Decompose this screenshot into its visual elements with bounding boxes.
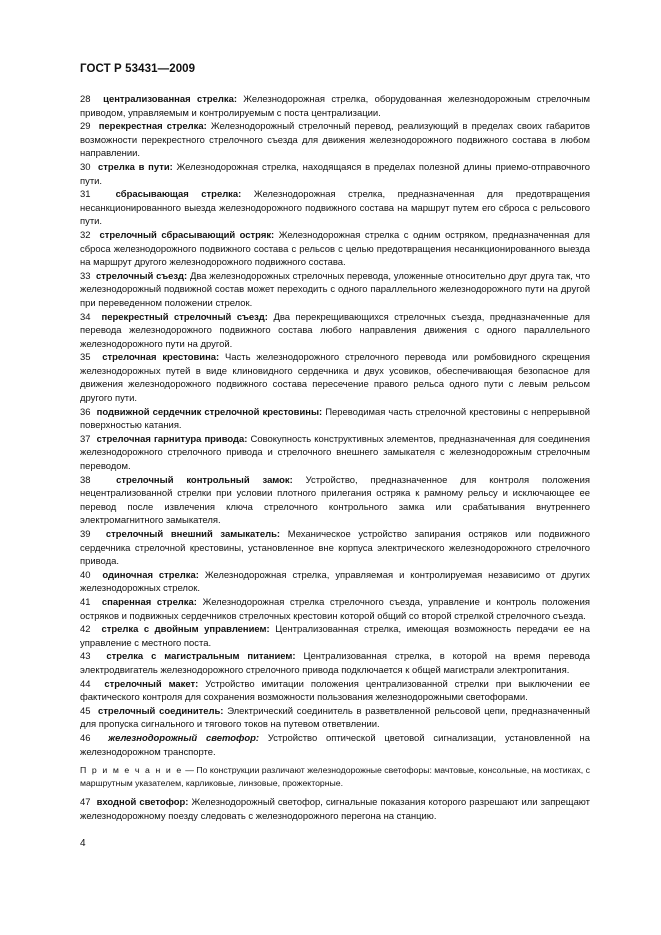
entry-term: спаренная стрелка: [101,596,197,608]
entry-definition: Централизованная стрелка, в которой на время перевода электродвигатель железнодорожного стрелочного привода подключается к общей магистрали электропитания. [80,651,591,676]
entry-number: 35 [80,352,91,364]
entry-term: стрелочный макет: [104,678,199,690]
term-entry-37 [80,433,590,474]
term-entry-35 [80,351,590,405]
note-text: — По конструкции различают железнодорожные светофоры: мачтовые, консольные, на мостиках, с маршрутным указателем, карликовые, линзовые, прожекторные. [80,765,590,789]
entry-number: 43 [80,651,91,663]
term-entry-45 [80,705,590,732]
entry-number: 34 [80,311,91,323]
term-entry-43 [80,650,590,677]
entry-definition: Переводимая часть стрелочной крестовины с непрерывной поверхностью катания. [80,406,590,432]
entry-number: 37 [80,433,91,445]
term-entry-46 [80,732,590,759]
term-entry-28 [80,93,590,120]
entry-definition: Централизованная стрелка, имеющая возможность передачи ее на управление с местного поста. [80,624,591,649]
term-entry-34 [80,311,590,352]
document-body [80,93,590,823]
term-entry-30 [80,161,590,188]
entry-definition: Железнодорожная стрелка, находящаяся в пределах полезной длины приемо-отправочного пути. [80,161,590,187]
entry-number: 32 [80,229,91,241]
entry-number: 46 [80,732,91,744]
entry-definition: Железнодорожная стрелка, оборудованная железнодорожным стрелочным приводом, управляемым и контролируемым с поста централизации. [80,94,590,119]
entry-term: централизованная стрелка: [103,94,237,105]
term-entry-39 [80,528,590,569]
entry-term: стрелочная гарнитура привода: [96,433,248,445]
entry-term: стрелка с двойным управлением: [101,624,270,636]
term-entries [80,93,590,759]
entry-term: стрелочная крестовина: [102,352,220,364]
entry-number: 47 [80,797,91,809]
entry-definition: Железнодорожный светофор, сигнальные показания которого разрешают или запрещают железнодорожному поезду следовать с железнодорожного перегона на станцию. [80,797,591,822]
term-entry-42 [80,623,590,650]
entry-definition: Железнодорожный стрелочный перевод, реализующий в пределах своих габаритов возможности перекрестного стрелочного съезда для движения железнодорожного подвижного состава в любом направлении. [80,121,590,160]
entry-definition: Совокупность конструктивных элементов, предназначенная для соединения железнодорожного стрелочного привода и стрелочного внешнего замыкателя с железнодорожным стрелочным переводом. [80,433,591,473]
entry-term: стрелочный соединитель: [98,705,224,717]
entry-definition: Устройство, предназначенное для контроля положения нецентрализованной стрелки при условии плотного прилегания остряка к рамному рельсу и исключающее ее перевод после извлечения ключа стрелочного контрольного замка или срабатывания внутреннего электромагнитного замыкателя. [80,474,591,527]
entry-term: подвижной сердечник стрелочной крестовины: [96,406,323,418]
note [80,764,590,790]
term-entry-29 [80,120,590,161]
entry-number: 41 [80,596,91,608]
entry-number: 42 [80,624,91,636]
entry-term: стрелочный контрольный замок: [116,474,293,486]
entry-definition: Часть железнодорожного стрелочного перевода или ромбовидного скрещения железнодорожных путей в виде клиновидного сердечника и двух усовиков, обеспечивающая безопасное для движения железнодорожного подвижного состава пересечение правого рельса одного пути с левым рельсом другого пути. [80,352,590,405]
entry-number: 31 [80,189,91,201]
entry-term: стрелка с магистральным питанием: [106,651,296,663]
entry-number: 39 [80,529,91,540]
entry-number: 40 [80,569,91,581]
entry-term: стрелка в пути: [98,161,173,173]
entry-number: 30 [80,161,91,173]
entry-term: стрелочный съезд: [96,270,188,282]
entry-definition: Железнодорожная стрелка, управляемая и контролируемая независимо от других железнодорожных стрелок. [80,569,591,595]
entry-number: 29 [80,121,91,133]
term-entry-40 [80,569,590,596]
entry-term: одиночная стрелка: [102,569,199,581]
term-entry-44 [80,678,590,705]
entry-definition: Электрический соединитель в разветвленной рельсовой цепи, предназначенный для пропуска сигнального и тягового токов на путевом ответвлении. [80,705,590,731]
term-entry-31 [80,188,590,229]
term-entry-41 [80,596,590,623]
entry-term: стрелочный сбрасывающий остряк: [99,229,275,241]
note-label: П р и м е ч а н и е [80,765,183,776]
entry-number: 44 [80,678,91,690]
term-entry-33 [80,270,590,311]
term-entry-47 [80,796,590,823]
entry-definition: Железнодорожная стрелка с одним остряком, предназначенная для сброса железнодорожного подвижного состава с рельсов с целью предотвращения несанкционированного выезда на маршрут другого железнодорожного подвижного состава. [80,229,591,269]
entry-term: стрелочный внешний замыкатель: [105,529,281,540]
entry-number: 38 [80,474,91,486]
entry-definition: Железнодорожная стрелка, предназначенная для предотвращения несанкционированного выезда железнодорожного подвижного состава на маршрут путем его сброса с рельсового пути. [80,189,590,228]
entry-definition: Железнодорожная стрелка стрелочного съезда, управление и контроль положения остряков и подвижных сердечников стрелочных крестовин которой общий со второй стрелкой стрелочного съезда. [80,596,591,622]
term-entry-32 [80,229,590,270]
entry-term: перекрестная стрелка: [98,121,207,133]
entry-definition: Устройство оптической цветовой сигнализации, установленной на железнодорожном транспорте. [80,732,590,758]
term-entry-36 [80,406,590,433]
entry-term: перекрестный стрелочный съезд: [101,311,268,323]
entry-number: 45 [80,705,91,717]
entry-number: 28 [80,94,91,105]
term-entry-38 [80,474,590,528]
entry-number: 33 [80,270,91,282]
entry-number: 36 [80,406,91,418]
entry-definition: Два железнодорожных стрелочных перевода, уложенные относительно друг друга так, что железнодорожный подвижной состав может переходить с одного параллельного железнодорожного пути на другой при переведенном положении стрелок. [80,270,591,309]
entry-term: железнодорожный светофор: [108,732,260,744]
entry-definition: Два перекрещивающихся стрелочных съезда, предназначенные для перевода железнодорожного подвижного состава любого направления движения с одного параллельного железнодорожного пути на другой. [80,311,591,350]
page-number: 4 [80,838,86,849]
entry-term: входной светофор: [96,797,189,809]
entry-term: сбрасывающая стрелка: [115,189,242,201]
entry-definition: Устройство имитации положения централизованной стрелки при выключении ее фактического контроля для сохранения возможности пользования железнодорожными светофорами. [80,678,590,704]
document-header: ГОСТ Р 53431—2009 [80,63,196,75]
entry-definition: Механическое устройство запирания остряков или подвижного сердечника стрелочной крестовины, установленное вне корпуса электрического железнодорожного стрелочного привода. [80,529,590,568]
